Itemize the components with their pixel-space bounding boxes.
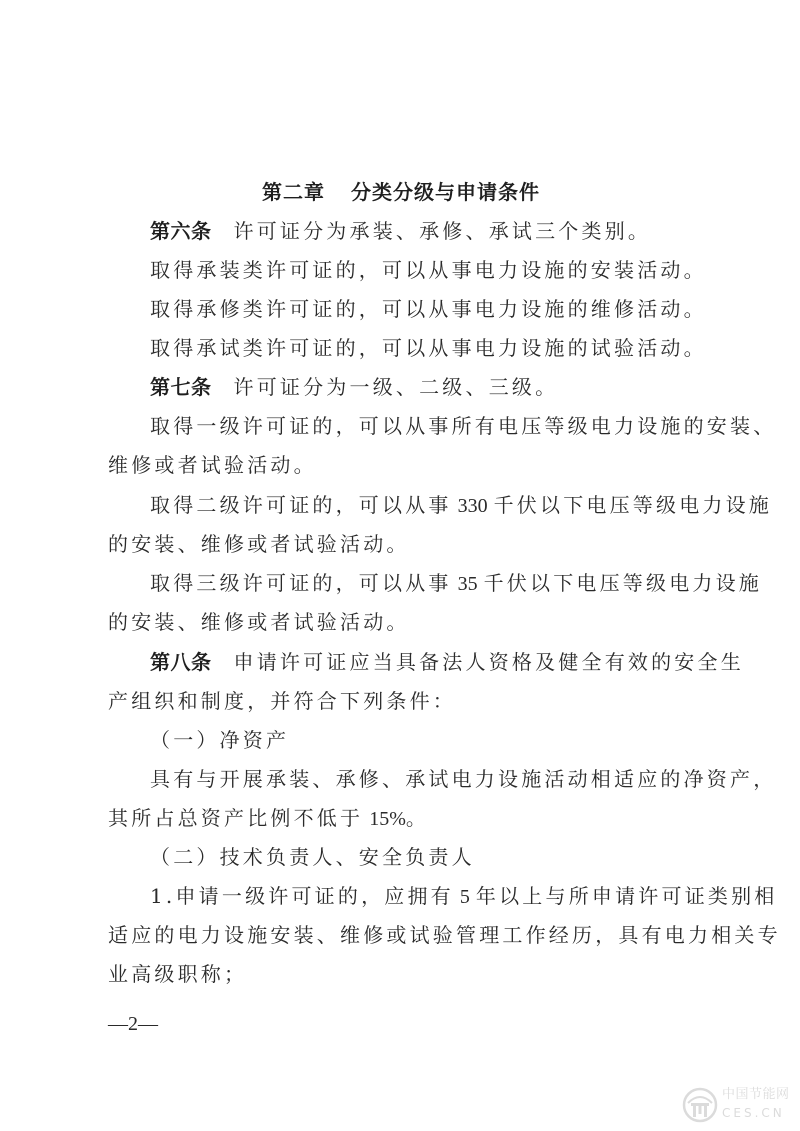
ces-logo-icon [682, 1087, 718, 1123]
article-label: 第六条 [150, 219, 212, 243]
paragraph-text: 申请许可证应当具备法人资格及健全有效的安全生 [233, 650, 744, 674]
paragraph-line: 取得承试类许可证的，可以从事电力设施的试验活动。 [150, 336, 707, 360]
paragraph-line: 产组织和制度，并符合下列条件： [108, 689, 456, 713]
paragraph-line: 具有与开展承装、承修、承试电力设施活动相适应的净资产， [150, 767, 777, 791]
percentage-value: 15% [369, 808, 406, 830]
text-segment: 取得二级许可证的，可以从事 [150, 493, 452, 517]
paragraph-text: 许可证分为一级、二级、三级。 [233, 375, 559, 399]
text-segment: 1.申请一级许可证的，应拥有 [150, 884, 454, 908]
paragraph-line: 取得承装类许可证的，可以从事电力设施的安装活动。 [150, 258, 707, 282]
text-segment: 。 [405, 806, 430, 830]
article-8 [150, 650, 744, 674]
chapter-title: 分类分级与申请条件 [351, 180, 540, 204]
paragraph-text: 许可证分为承装、承修、承试三个类别。 [233, 219, 652, 243]
page-number: —2— [108, 1013, 158, 1035]
voltage-value: 35 [457, 573, 478, 595]
article-label: 第七条 [150, 375, 212, 399]
paragraph-line [150, 571, 762, 596]
paragraph-line: 维修或者试验活动。 [108, 453, 317, 477]
paragraph-line [150, 493, 772, 518]
paragraph-line [150, 884, 778, 909]
article-label: 第八条 [150, 650, 212, 674]
watermark-name-en: CES.CN [722, 1106, 785, 1120]
article-6 [150, 219, 651, 243]
paragraph-line [108, 806, 429, 831]
paragraph-line: 的安装、维修或者试验活动。 [108, 532, 410, 556]
watermark-name-cn: 中国节能网 [722, 1087, 790, 1102]
chapter-number: 第二章 [262, 180, 325, 204]
years-value: 5 [459, 886, 470, 908]
text-segment: 取得三级许可证的，可以从事 [150, 571, 452, 595]
subsection-heading: （一）净资产 [150, 728, 290, 752]
paragraph-line: 的安装、维修或者试验活动。 [108, 610, 410, 634]
paragraph-line: 业高级职称； [108, 962, 248, 986]
subsection-heading: （二）技术负责人、安全负责人 [150, 845, 475, 869]
text-segment: 千伏以下电压等级电力设施 [483, 571, 763, 595]
paragraph-line: 取得一级许可证的，可以从事所有电压等级电力设施的安装、 [150, 414, 777, 438]
chapter-heading [108, 180, 694, 204]
watermark [682, 1085, 794, 1125]
article-7 [150, 375, 558, 399]
text-segment: 千伏以下电压等级电力设施 [493, 493, 773, 517]
paragraph-line: 适应的电力设施安装、维修或试验管理工作经历，具有电力相关专 [108, 923, 781, 947]
text-segment: 年以上与所申请许可证类别相 [475, 884, 778, 908]
voltage-value: 330 [457, 495, 488, 517]
paragraph-line: 取得承修类许可证的，可以从事电力设施的维修活动。 [150, 297, 707, 321]
text-segment: 其所占总资产比例不低于 [108, 806, 364, 830]
